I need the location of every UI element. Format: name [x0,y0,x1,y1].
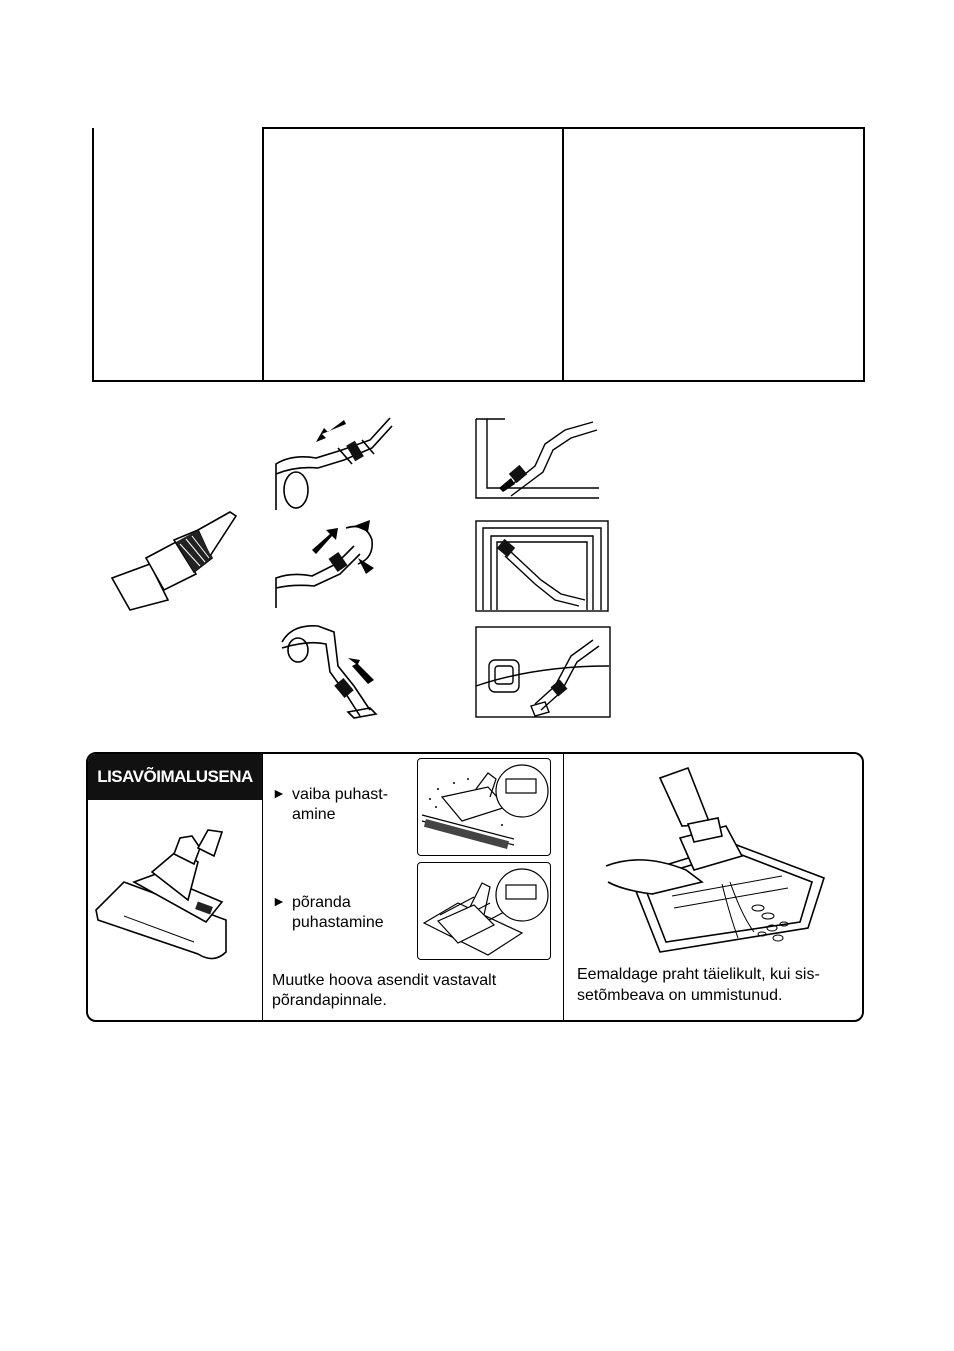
clog-note-line1: Eemaldage praht täielikult, kui sis- [577,966,820,983]
floor-inset [417,862,551,960]
use-corner-illustration [475,418,601,500]
carpet-inset [417,758,551,856]
floor-bullet: ► [272,893,286,909]
optional-badge: LISAVÕIMALUSENA [88,754,262,800]
floor-cleaning-illustration [418,863,550,959]
table-bottom-border [92,380,865,382]
use-window-frame-illustration [475,520,609,612]
floor-label-2: puhastamine [292,914,384,931]
step-store-crevice-illustration [278,622,382,720]
table-divider-1 [262,128,264,382]
panel-divider-2 [563,754,564,1020]
table-right-border [863,128,865,382]
panel-divider-1 [262,754,263,1020]
lever-note-line1: Muutke hoova asendit vastavalt [272,972,497,989]
turbo-nozzle-illustration [94,826,234,966]
carpet-bullet: ► [272,785,286,801]
carpet-cleaning-illustration [418,759,550,855]
step-remove-nozzle-illustration [272,414,394,512]
carpet-label-2: amine [292,806,336,823]
table-divider-2 [562,128,564,382]
floor-label-1: põranda [292,894,351,911]
step-attach-crevice-illustration [272,518,382,610]
table-left-border [92,128,94,382]
use-storage-clip-illustration [475,626,611,718]
clog-removal-illustration [602,766,836,954]
lever-note-line2: põrandapinnale. [272,992,387,1009]
clog-note-line2: setõmbeava on ummistunud. [577,987,783,1004]
crevice-tool-illustration [106,506,242,614]
carpet-label-1: vaiba puhast- [292,786,389,803]
